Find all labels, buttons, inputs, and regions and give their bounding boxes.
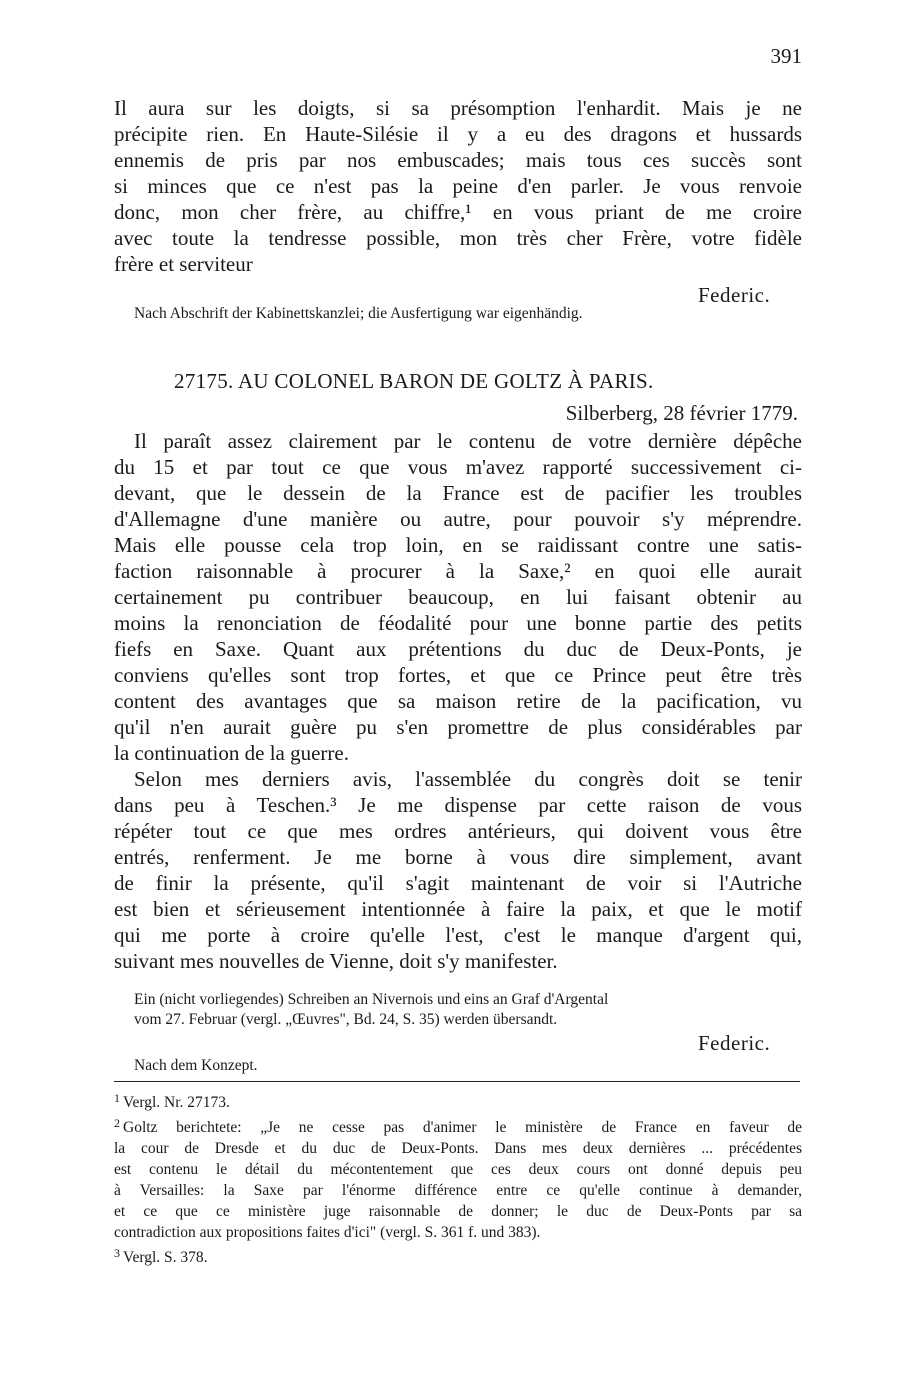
text-line: Selon mes derniers avis, l'assemblée du congrès doit se tenir [134,767,802,791]
footnote-marker: 1 [114,1091,120,1105]
text-line: avec toute la tendresse possible, mon très cher Frère, votre fidèle [114,226,802,250]
text-line: moins la renonciation de féodalité pour une bonne partie des petits [114,611,802,635]
page-number: 391 [770,44,802,68]
footnote-2-line: et ce que ce ministère juge raisonnable de donner; le duc de Deux-Ponts par sa [114,1203,802,1220]
footnote-2-line: contradiction aux propositions faites d'ici" (vergl. S. 361 f. und 383). [114,1224,541,1241]
footnote-text: Vergl. Nr. 27173. [123,1094,230,1111]
footnote-2-line: la cour de Dresde et du duc de Deux-Ponts. Dans mes deux dernières ... précédentes [114,1140,802,1157]
footnote-rule [114,1081,800,1082]
text-line: frère et serviteur [114,252,253,276]
footnote-marker: 2 [114,1116,120,1130]
signature: Federic. [698,1031,771,1055]
footnote-2-line: à Versailles: la Saxe par l'énorme différence entre ce qu'elle continue à demander, [114,1182,802,1199]
footnote-2-line: est contenu le détail du mécontentement que ces deux cours ont donné depuis peu [114,1161,802,1178]
source-note: Nach dem Konzept. [134,1057,258,1074]
text-line: du 15 et par tout ce que vous m'avez rapporté successivement ci- [114,455,802,479]
note-line: Ein (nicht vorliegendes) Schreiben an Nivernois und eins an Graf d'Argental [134,991,609,1008]
text-line: conviens qu'elles sont trop fortes, et que ce Prince peut être très [114,663,802,687]
note-line: vom 27. Februar (vergl. „Œuvres", Bd. 24, S. 35) werden übersandt. [134,1011,558,1028]
footnote-3 [114,1243,802,1268]
text-line: Mais elle pousse cela trop loin, en se raidissant contre une satis- [114,533,802,557]
text-line: la continuation de la guerre. [114,741,349,765]
text-line: qu'il n'en aurait guère pu s'en promettre de plus considérables par [114,715,802,739]
letter-body [114,428,802,974]
text-line: fiefs en Saxe. Quant aux prétentions du duc de Deux-Ponts, je [114,637,802,661]
text-line: faction raisonnable à procurer à la Saxe,² en quoi elle aurait [114,559,802,583]
text-line: suivant mes nouvelles de Vienne, doit s'y manifester. [114,949,558,973]
signature: Federic. [698,283,771,307]
text-line: qui me porte à croire qu'elle l'est, c'est le manque d'argent qui, [114,923,802,947]
text-line: répéter tout ce que mes ordres antérieurs, qui doivent vous être [114,819,802,843]
text-line: devant, que le dessein de la France est de pacifier les troubles [114,481,802,505]
letter-dateline: Silberberg, 28 février 1779. [565,401,798,425]
footnote-marker: 3 [114,1246,120,1260]
text-line: certainement pu contribuer beaucoup, en lui faisant obtenir au [114,585,802,609]
text-line: est bien et sérieusement intentionnée à faire la paix, et que le motif [114,897,802,921]
text-line: de finir la présente, qu'il s'agit maintenant de voir si l'Autriche [114,871,802,895]
text-line: ennemis de pris par nos embuscades; mais tous ces succès sont [114,148,802,172]
text-line: précipite rien. En Haute-Silésie il y a eu des dragons et hussards [114,122,802,146]
enclosure-note [134,990,802,1030]
text-line: si minces que ce n'est pas la peine d'en parler. Je vous renvoie [114,174,802,198]
footnote-2 [114,1113,802,1138]
footnote-text: Goltz berichtete: „Je ne cesse pas d'animer le ministère de France en faveur de [123,1119,802,1136]
text-line: Il paraît assez clairement par le contenu de votre dernière dépêche [134,429,802,453]
source-note: Nach Abschrift der Kabinettskanzlei; die Ausfertigung war eigenhändig. [134,305,583,322]
text-line: donc, mon cher frère, au chiffre,¹ en vous priant de me croire [114,200,802,224]
text-line: entrés, renferment. Je me borne à vous dire simplement, avant [114,845,802,869]
footnote-1 [114,1088,802,1113]
text-line: d'Allemagne d'une manière ou autre, pour pouvoir s'y méprendre. [114,507,802,531]
footnotes [114,1088,802,1268]
text-line: content des avantages que sa maison retire de la pacification, vu [114,689,802,713]
letter-heading: 27175. AU COLONEL BARON DE GOLTZ À PARIS. [174,369,654,393]
text-line: Il aura sur les doigts, si sa présomption l'enhardit. Mais je ne [114,96,802,120]
previous-letter-body [114,95,802,277]
text-line: dans peu à Teschen.³ Je me dispense par cette raison de vous [114,793,802,817]
footnote-text: Vergl. S. 378. [123,1249,208,1266]
